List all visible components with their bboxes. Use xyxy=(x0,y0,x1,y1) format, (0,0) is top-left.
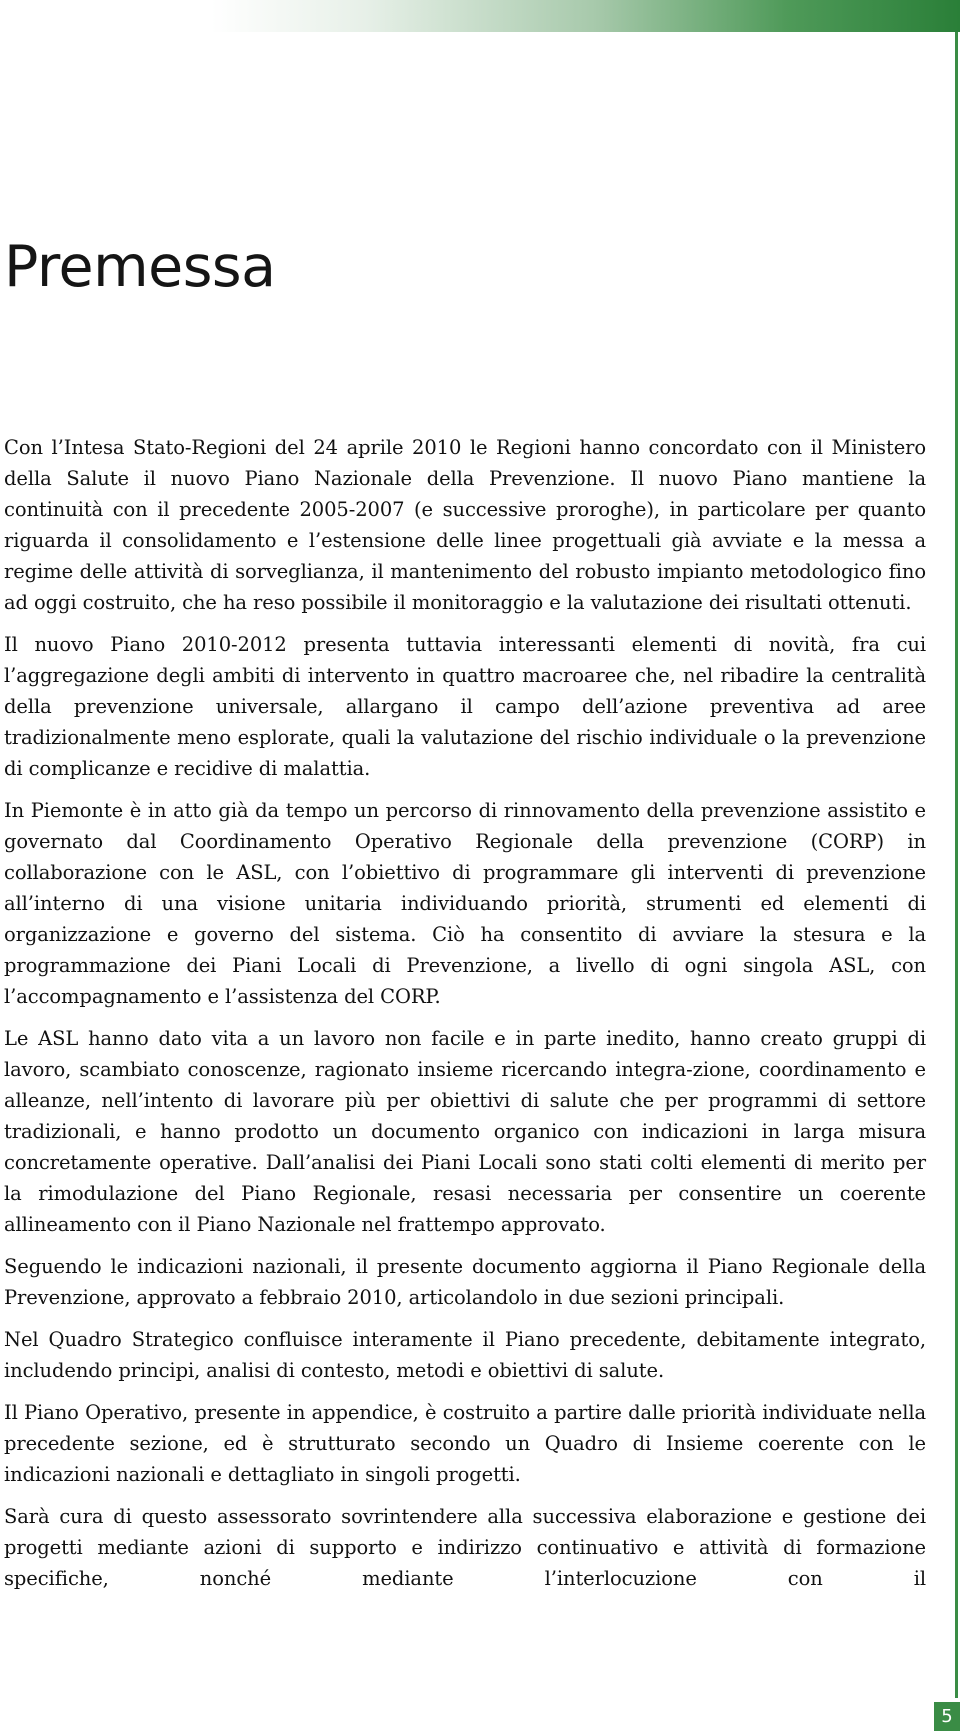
header-gradient-band xyxy=(0,0,960,32)
paragraph: Il Piano Operativo, presente in appendice, è costruito a partire dalle priorità individuate nella precedente sezione, ed è strutturato secondo un Quadro di Insieme coerente con le indicazioni nazionali e dettagliato in singoli progetti. xyxy=(4,1401,926,1486)
paragraph: Sarà cura di questo assessorato sovrintendere alla successiva elaborazione e gestione dei progetti mediante azioni di supporto e indirizzo continuativo e attività di formazione specifiche, nonché mediante l’interlocuzione con il xyxy=(4,1505,926,1590)
paragraph: Il nuovo Piano 2010-2012 presenta tuttavia interessanti elementi di novità, fra cui l’aggregazione degli ambiti di intervento in quattro macroaree che, nel ribadire la centralità della prevenzione universale, allargano il campo dell’azione preventiva ad aree tradizionalmente meno esplorate, quali la valutazione del rischio individuale o la prevenzione di complicanze e recidive di malattia. xyxy=(4,633,926,780)
paragraph: In Piemonte è in atto già da tempo un percorso di rinnovamento della prevenzione assistito e governato dal Coordinamento Operativo Regionale della prevenzione (CORP) in collaborazione con le ASL, con l’obiettivo di programmare gli interventi di prevenzione all’interno di una visione unitaria individuando priorità, strumenti ed elementi di organizzazione e governo del sistema. Ciò ha consentito di avviare la stesura e la programmazione dei Piani Locali di Prevenzione, a livello di ogni singola ASL, con l’accompagnamento e l’assistenza del CORP. xyxy=(4,799,926,1008)
right-margin-rule xyxy=(955,32,958,1698)
paragraph: Nel Quadro Strategico confluisce interamente il Piano precedente, debitamente integrato, includendo principi, analisi di contesto, metodi e obiettivi di salute. xyxy=(4,1328,926,1382)
paragraph: Seguendo le indicazioni nazionali, il presente documento aggiorna il Piano Regionale della Prevenzione, approvato a febbraio 2010, articolandolo in due sezioni principali. xyxy=(4,1255,926,1309)
page-title: Premessa xyxy=(4,234,276,300)
body-text xyxy=(4,432,926,1605)
paragraph: Le ASL hanno dato vita a un lavoro non facile e in parte inedito, hanno creato gruppi di lavoro, scambiato conoscenze, ragionato insieme ricercando integra-zione, coordinamento e alleanze, nell’intento di lavorare più per obiettivi di salute che per programmi di settore tradizionali, e hanno prodotto un documento organico con indicazioni in larga misura concretamente operative. Dall’analisi dei Piani Locali sono stati colti elementi di merito per la rimodulazione del Piano Regionale, resasi necessaria per consentire un coerente allineamento con il Piano Nazionale nel frattempo approvato. xyxy=(4,1027,926,1236)
paragraph: Con l’Intesa Stato-Regioni del 24 aprile 2010 le Regioni hanno concordato con il Ministero della Salute il nuovo Piano Nazionale della Prevenzione. Il nuovo Piano mantiene la continuità con il precedente 2005-2007 (e successive proroghe), in particolare per quanto riguarda il consolidamento e l’estensione delle linee progettuali già avviate e la messa a regime delle attività di sorveglianza, il mantenimento del robusto impianto metodologico fino ad oggi costruito, che ha reso possibile il monitoraggio e la valutazione dei risultati ottenuti. xyxy=(4,436,926,614)
page-number: 5 xyxy=(934,1702,960,1731)
